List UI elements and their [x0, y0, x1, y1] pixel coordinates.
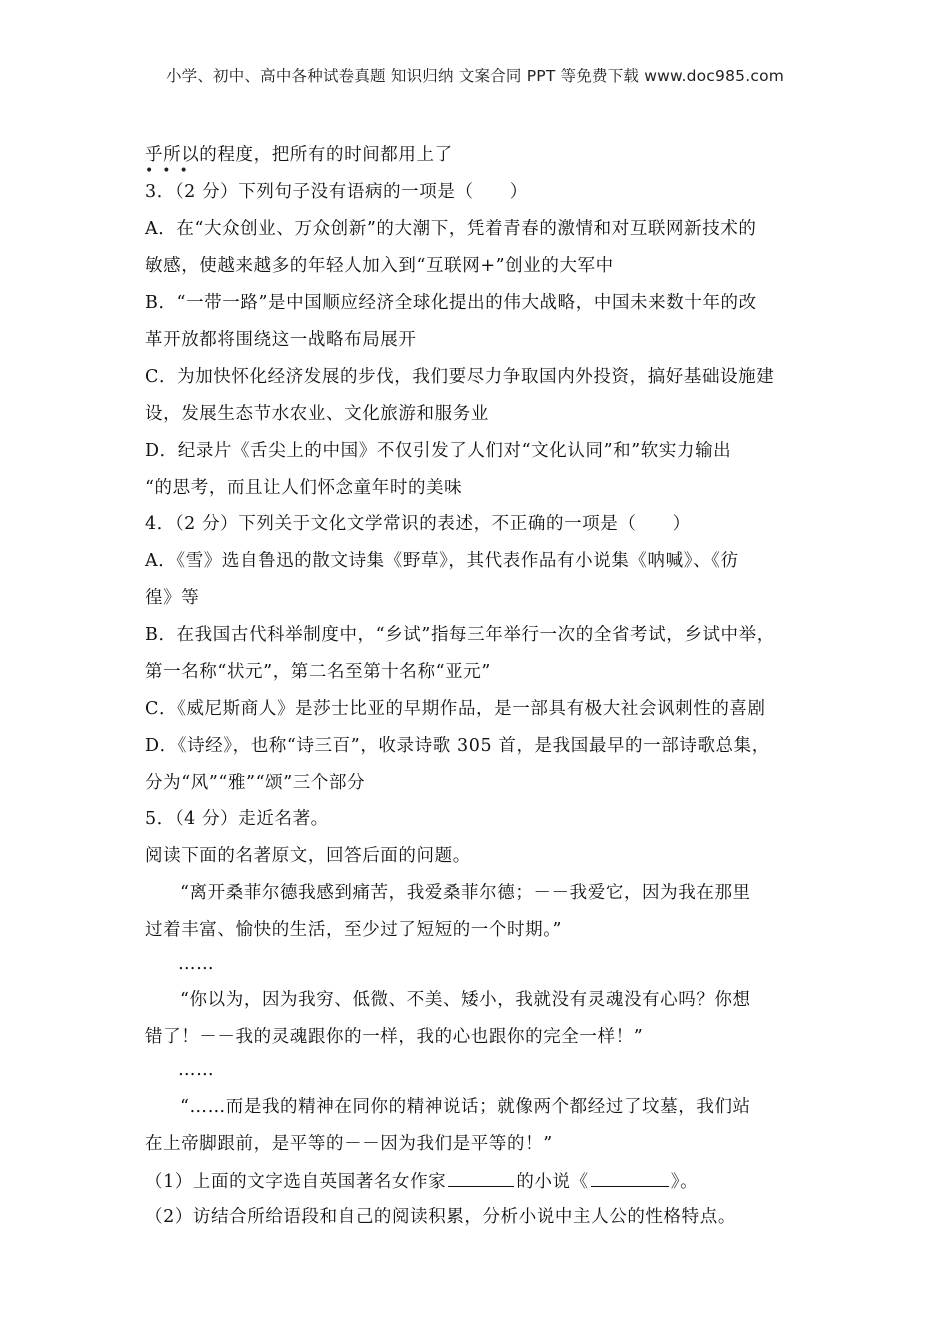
- text-line: 敏感，使越来越多的年轻人加入到“互联网+”创业的大军中: [145, 256, 614, 276]
- text-line: 乎所以的程度，把所有的时间都用上了: [145, 145, 453, 165]
- answer-blank-title[interactable]: [591, 1168, 669, 1187]
- sub-question-2: （2）访结合所给语段和自己的阅读积累，分析小说中主人公的性格特点。: [145, 1207, 736, 1227]
- text-line: 革开放都将围绕这一战略布局展开: [145, 330, 417, 350]
- text-line: 设，发展生态节水农业、文化旅游和服务业: [145, 404, 489, 424]
- text-line: 分为“风”“雅”“颂”三个部分: [145, 773, 366, 793]
- page-header: 小学、初中、高中各种试卷真题 知识归纳 文案合同 PPT 等免费下载 www.doc985.com: [165, 67, 785, 85]
- text-line: 徨》等: [145, 588, 200, 608]
- sub-question-1-text: 》。: [670, 1172, 699, 1192]
- emphasis-dots: •••: [145, 163, 197, 179]
- option-3c: C．为加快怀化经济发展的步伐，我们要尽力争取国内外投资，搞好基础设施建: [145, 367, 775, 387]
- quote-line: “离开桑菲尔德我感到痛苦，我爱桑菲尔德；－－我爱它，因为我在那里: [180, 883, 751, 903]
- answer-blank-author[interactable]: [448, 1168, 514, 1187]
- sub-question-1-text: （1）上面的文字选自英国著名女作家: [145, 1172, 447, 1192]
- quote-line: 过着丰富、愉快的生活，至少过了短短的一个时期。”: [145, 920, 563, 940]
- option-4a: A．《雪》选自鲁迅的散文诗集《野草》，其代表作品有小说集《呐喊》、《彷: [145, 551, 739, 571]
- option-4b: B．在我国古代科举制度中，“乡试”指每三年举行一次的全省考试，乡试中举，: [145, 625, 775, 645]
- sub-question-1-text: 的小说《: [516, 1172, 589, 1192]
- instruction: 阅读下面的名著原文，回答后面的问题。: [145, 846, 471, 866]
- question-5: 5．（4 分）走近名著。: [145, 809, 329, 829]
- option-3b: B．“一带一路”是中国顺应经济全球化提出的伟大战略，中国未来数十年的改: [145, 293, 757, 313]
- text-line: “的思考，而且让人们怀念童年时的美味: [145, 478, 463, 498]
- quote-line: “你以为，因为我穷、低微、不美、矮小，我就没有灵魂没有心吗？你想: [180, 990, 751, 1010]
- question-4: 4．（2 分）下列关于文化文学常识的表述，不正确的一项是（ ）: [145, 514, 691, 534]
- option-4d: D．《诗经》，也称“诗三百”，收录诗歌 305 首，是我国最早的一部诗歌总集，: [145, 736, 770, 756]
- question-3: 3．（2 分）下列句子没有语病的一项是（ ）: [145, 182, 528, 202]
- text-line: 第一名称“状元”，第二名至第十名称“亚元”: [145, 662, 491, 682]
- ellipsis: ……: [178, 954, 215, 974]
- option-4c: C．《威尼斯商人》是莎士比亚的早期作品，是一部具有极大社会讽刺性的喜剧: [145, 699, 766, 719]
- quote-line: “……而是我的精神在同你的精神说话；就像两个都经过了坟墓，我们站: [180, 1097, 751, 1117]
- ellipsis: ……: [178, 1060, 215, 1080]
- quote-line: 错了！－－我的灵魂跟你的一样，我的心也跟你的完全一样！”: [145, 1027, 644, 1047]
- option-3a: A．在“大众创业、万众创新”的大潮下，凭着青春的激情和对互联网新技术的: [145, 219, 757, 239]
- option-3d: D．纪录片《舌尖上的中国》不仅引发了人们对“文化认同”和”软实力输出: [145, 441, 732, 461]
- sub-question-1: [145, 1168, 698, 1194]
- quote-line: 在上帝脚跟前，是平等的－－因为我们是平等的！”: [145, 1134, 553, 1154]
